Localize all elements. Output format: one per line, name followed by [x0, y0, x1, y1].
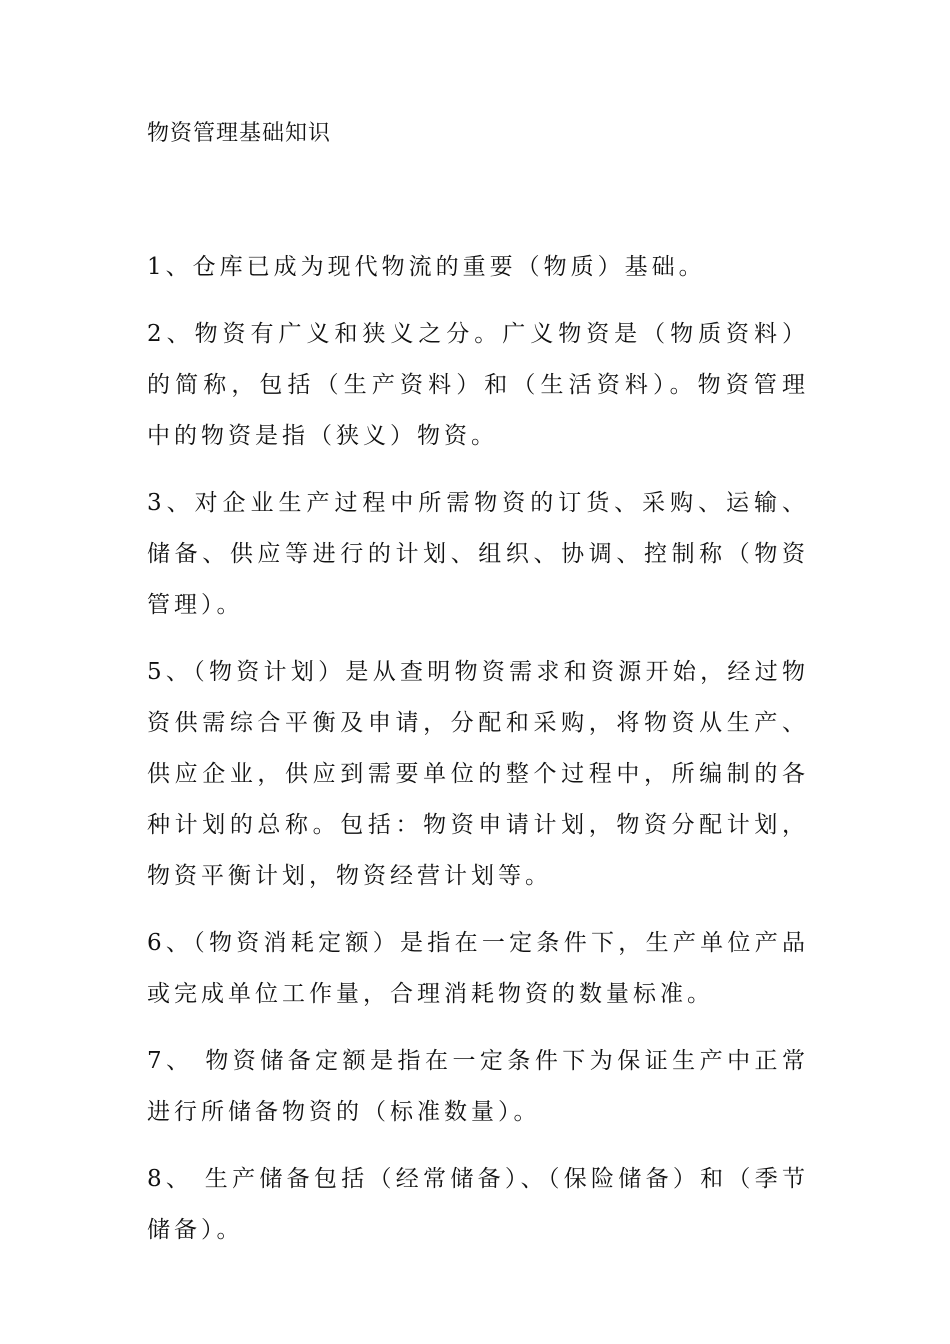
- paragraph-6: 6、（物资消耗定额）是指在一定条件下，生产单位产品或完成单位工作量，合理消耗物资的数量标准。: [147, 930, 809, 1007]
- paragraph-3: 3、对企业生产过程中所需物资的订货、采购、运输、储备、供应等进行的计划、组织、协调、控制称（物资管理）。: [147, 490, 809, 618]
- paragraph-7: 7、 物资储备定额是指在一定条件下为保证生产中正常进行所储备物资的（标准数量）。: [147, 1048, 809, 1125]
- document-body: [147, 242, 809, 1272]
- document-title: 物资管理基础知识: [147, 121, 332, 146]
- paragraph-8: 8、 生产储备包括（经常储备）、（保险储备）和（季节储备）。: [147, 1166, 809, 1243]
- paragraph-5: 5、（物资计划）是从查明物资需求和资源开始，经过物资供需综合平衡及申请，分配和采购，将物资从生产、供应企业，供应到需要单位的整个过程中，所编制的各种计划的总称。包括：物资申请计划，物资分配计划，物资平衡计划，物资经营计划等。: [147, 659, 809, 889]
- paragraph-2: 2、物资有广义和狭义之分。广义物资是（物质资料）的简称，包括（生产资料）和（生活资料）。物资管理中的物资是指（狭义）物资。: [147, 321, 809, 449]
- paragraph-1: 1、仓库已成为现代物流的重要（物质）基础。: [147, 254, 706, 280]
